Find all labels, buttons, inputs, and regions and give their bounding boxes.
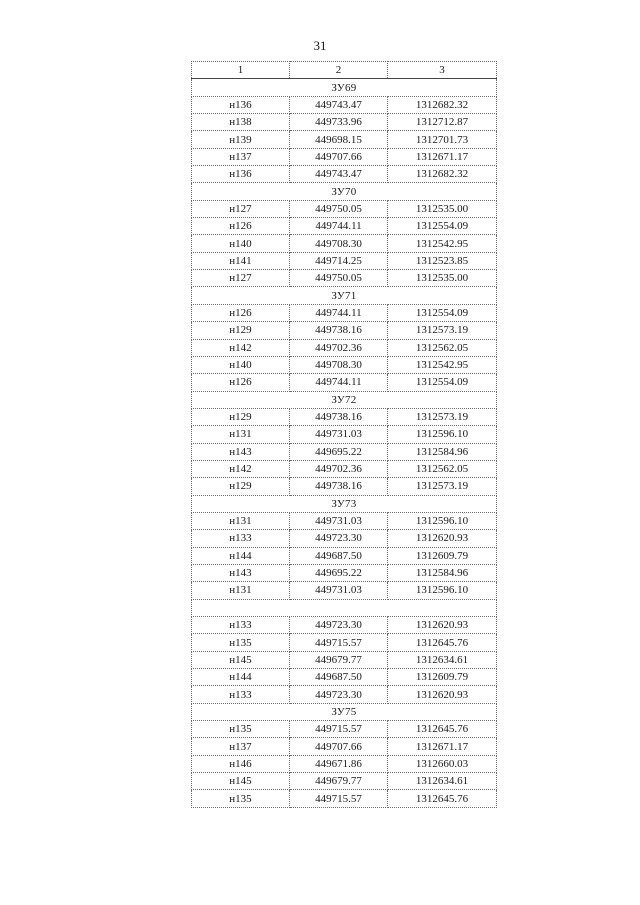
point-name-cell: н139 (192, 131, 290, 148)
table-row (192, 478, 497, 495)
x-coordinate-cell: 449707.66 (290, 738, 388, 755)
x-coordinate-cell: 449744.11 (290, 304, 388, 321)
y-coordinate-cell: 1312609.79 (388, 669, 497, 686)
y-coordinate-cell: 1312634.61 (388, 773, 497, 790)
column-header-point: 1 (192, 62, 290, 79)
table-row (192, 235, 497, 252)
section-title: ЗУ69 (192, 79, 497, 96)
coordinates-table (191, 61, 497, 808)
y-coordinate-cell: 1312562.05 (388, 460, 497, 477)
point-name-cell: н127 (192, 200, 290, 217)
y-coordinate-cell: 1312620.93 (388, 617, 497, 634)
point-name-cell: н145 (192, 773, 290, 790)
x-coordinate-cell: 449708.30 (290, 356, 388, 373)
x-coordinate-cell: 449731.03 (290, 582, 388, 599)
section-header-row (192, 599, 497, 616)
table-row (192, 270, 497, 287)
point-name-cell: н126 (192, 374, 290, 391)
column-header-y: 3 (388, 62, 497, 79)
table-row (192, 512, 497, 529)
x-coordinate-cell: 449695.22 (290, 564, 388, 581)
x-coordinate-cell: 449695.22 (290, 443, 388, 460)
table-row (192, 374, 497, 391)
x-coordinate-cell: 449715.57 (290, 634, 388, 651)
point-name-cell: н142 (192, 339, 290, 356)
x-coordinate-cell: 449738.16 (290, 322, 388, 339)
point-name-cell: н135 (192, 721, 290, 738)
point-name-cell: н142 (192, 460, 290, 477)
section-title (192, 599, 497, 616)
table-row (192, 773, 497, 790)
y-coordinate-cell: 1312645.76 (388, 634, 497, 651)
x-coordinate-cell: 449743.47 (290, 166, 388, 183)
x-coordinate-cell: 449702.36 (290, 460, 388, 477)
x-coordinate-cell: 449707.66 (290, 148, 388, 165)
x-coordinate-cell: 449738.16 (290, 478, 388, 495)
point-name-cell: н131 (192, 426, 290, 443)
table-row (192, 651, 497, 668)
table-row (192, 166, 497, 183)
table-row (192, 96, 497, 113)
x-coordinate-cell: 449708.30 (290, 235, 388, 252)
x-coordinate-cell: 449679.77 (290, 651, 388, 668)
section-title: ЗУ75 (192, 703, 497, 720)
point-name-cell: н144 (192, 669, 290, 686)
point-name-cell: н145 (192, 651, 290, 668)
y-coordinate-cell: 1312584.96 (388, 564, 497, 581)
y-coordinate-cell: 1312701.73 (388, 131, 497, 148)
table-row (192, 426, 497, 443)
table-row (192, 686, 497, 703)
table-row (192, 339, 497, 356)
y-coordinate-cell: 1312682.32 (388, 166, 497, 183)
point-name-cell: н126 (192, 304, 290, 321)
page-number: 31 (313, 38, 327, 53)
point-name-cell: н135 (192, 634, 290, 651)
table-row (192, 634, 497, 651)
table-row (192, 356, 497, 373)
y-coordinate-cell: 1312542.95 (388, 356, 497, 373)
table-row (192, 200, 497, 217)
point-name-cell: н133 (192, 530, 290, 547)
section-header-row (192, 183, 497, 200)
x-coordinate-cell: 449702.36 (290, 339, 388, 356)
point-name-cell: н137 (192, 738, 290, 755)
point-name-cell: н143 (192, 443, 290, 460)
point-name-cell: н129 (192, 322, 290, 339)
point-name-cell: н127 (192, 270, 290, 287)
y-coordinate-cell: 1312645.76 (388, 721, 497, 738)
x-coordinate-cell: 449731.03 (290, 512, 388, 529)
y-coordinate-cell: 1312542.95 (388, 235, 497, 252)
table-row (192, 460, 497, 477)
section-header-row (192, 79, 497, 96)
y-coordinate-cell: 1312554.09 (388, 374, 497, 391)
y-coordinate-cell: 1312573.19 (388, 322, 497, 339)
point-name-cell: н126 (192, 218, 290, 235)
y-coordinate-cell: 1312554.09 (388, 218, 497, 235)
section-header-row (192, 391, 497, 408)
y-coordinate-cell: 1312620.93 (388, 530, 497, 547)
section-header-row (192, 287, 497, 304)
x-coordinate-cell: 449744.11 (290, 218, 388, 235)
point-name-cell: н141 (192, 252, 290, 269)
x-coordinate-cell: 449731.03 (290, 426, 388, 443)
x-coordinate-cell: 449723.30 (290, 686, 388, 703)
table-row (192, 669, 497, 686)
table-row (192, 218, 497, 235)
section-header-row (192, 495, 497, 512)
point-name-cell: н135 (192, 790, 290, 807)
point-name-cell: н131 (192, 582, 290, 599)
x-coordinate-cell: 449738.16 (290, 408, 388, 425)
table-row (192, 547, 497, 564)
table-row (192, 790, 497, 807)
x-coordinate-cell: 449687.50 (290, 669, 388, 686)
point-name-cell: н129 (192, 408, 290, 425)
section-title: ЗУ70 (192, 183, 497, 200)
y-coordinate-cell: 1312645.76 (388, 790, 497, 807)
y-coordinate-cell: 1312596.10 (388, 426, 497, 443)
column-header-x: 2 (290, 62, 388, 79)
table-row (192, 582, 497, 599)
y-coordinate-cell: 1312609.79 (388, 547, 497, 564)
y-coordinate-cell: 1312523.85 (388, 252, 497, 269)
point-name-cell: н133 (192, 617, 290, 634)
point-name-cell: н136 (192, 166, 290, 183)
y-coordinate-cell: 1312671.17 (388, 738, 497, 755)
y-coordinate-cell: 1312584.96 (388, 443, 497, 460)
table-row (192, 721, 497, 738)
y-coordinate-cell: 1312573.19 (388, 408, 497, 425)
table-row (192, 322, 497, 339)
y-coordinate-cell: 1312660.03 (388, 755, 497, 772)
point-name-cell: н137 (192, 148, 290, 165)
section-title: ЗУ72 (192, 391, 497, 408)
table-row (192, 530, 497, 547)
point-name-cell: н140 (192, 356, 290, 373)
y-coordinate-cell: 1312573.19 (388, 478, 497, 495)
table-row (192, 131, 497, 148)
point-name-cell: н144 (192, 547, 290, 564)
x-coordinate-cell: 449743.47 (290, 96, 388, 113)
y-coordinate-cell: 1312596.10 (388, 512, 497, 529)
y-coordinate-cell: 1312535.00 (388, 270, 497, 287)
x-coordinate-cell: 449733.96 (290, 114, 388, 131)
section-title: ЗУ71 (192, 287, 497, 304)
x-coordinate-cell: 449744.11 (290, 374, 388, 391)
table-row (192, 304, 497, 321)
point-name-cell: н143 (192, 564, 290, 581)
y-coordinate-cell: 1312712.87 (388, 114, 497, 131)
point-name-cell: н140 (192, 235, 290, 252)
x-coordinate-cell: 449750.05 (290, 270, 388, 287)
table-row (192, 755, 497, 772)
point-name-cell: н138 (192, 114, 290, 131)
point-name-cell: н129 (192, 478, 290, 495)
table-row (192, 564, 497, 581)
table-row (192, 114, 497, 131)
x-coordinate-cell: 449679.77 (290, 773, 388, 790)
x-coordinate-cell: 449671.86 (290, 755, 388, 772)
x-coordinate-cell: 449715.57 (290, 790, 388, 807)
y-coordinate-cell: 1312535.00 (388, 200, 497, 217)
table-row (192, 738, 497, 755)
y-coordinate-cell: 1312682.32 (388, 96, 497, 113)
table-row (192, 443, 497, 460)
table-row (192, 252, 497, 269)
table-header-row (192, 62, 497, 79)
y-coordinate-cell: 1312562.05 (388, 339, 497, 356)
section-header-row (192, 703, 497, 720)
point-name-cell: н131 (192, 512, 290, 529)
point-name-cell: н146 (192, 755, 290, 772)
x-coordinate-cell: 449723.30 (290, 617, 388, 634)
y-coordinate-cell: 1312634.61 (388, 651, 497, 668)
x-coordinate-cell: 449714.25 (290, 252, 388, 269)
section-title: ЗУ73 (192, 495, 497, 512)
table-row (192, 408, 497, 425)
x-coordinate-cell: 449750.05 (290, 200, 388, 217)
x-coordinate-cell: 449715.57 (290, 721, 388, 738)
y-coordinate-cell: 1312554.09 (388, 304, 497, 321)
y-coordinate-cell: 1312596.10 (388, 582, 497, 599)
y-coordinate-cell: 1312620.93 (388, 686, 497, 703)
table-row (192, 617, 497, 634)
x-coordinate-cell: 449698.15 (290, 131, 388, 148)
x-coordinate-cell: 449687.50 (290, 547, 388, 564)
point-name-cell: н133 (192, 686, 290, 703)
x-coordinate-cell: 449723.30 (290, 530, 388, 547)
point-name-cell: н136 (192, 96, 290, 113)
coordinates-table-body (192, 62, 497, 808)
y-coordinate-cell: 1312671.17 (388, 148, 497, 165)
table-row (192, 148, 497, 165)
